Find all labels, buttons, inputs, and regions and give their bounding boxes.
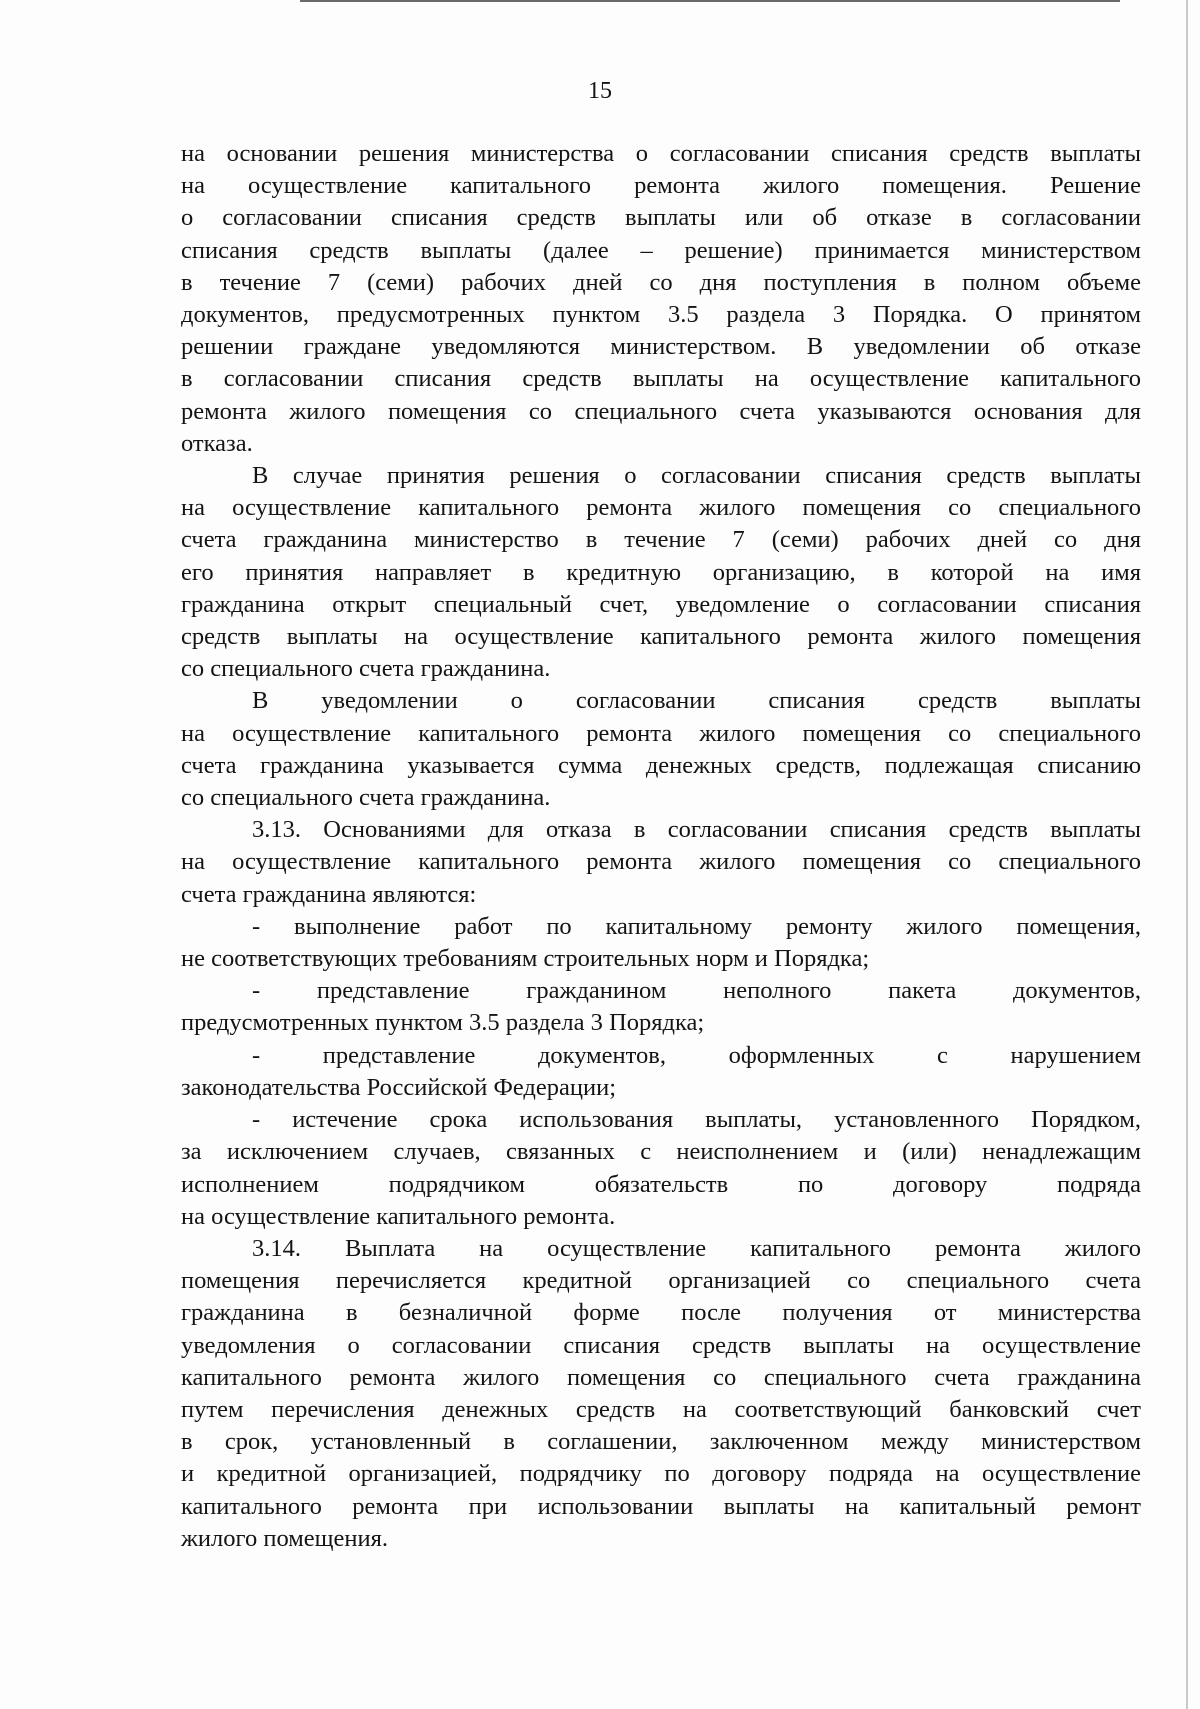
text-line: - выполнение работ по капитальному ремонту жилого помещения, xyxy=(252,912,1141,940)
text-line: в согласовании списания средств выплаты на осуществление капитального xyxy=(181,365,1141,393)
paragraph xyxy=(181,975,1141,1039)
text-line: жилого помещения. xyxy=(181,1524,388,1552)
text-line: В случае принятия решения о согласовании списания средств выплаты xyxy=(252,462,1141,490)
paragraph xyxy=(181,814,1141,911)
text-line: со специального счета гражданина. xyxy=(181,655,551,683)
paragraph xyxy=(181,1233,1141,1555)
page-number: 15 xyxy=(588,78,612,104)
text-line: - представление гражданином неполного пакета документов, xyxy=(252,977,1141,1005)
text-line: гражданина в безналичной форме после получения от министерства xyxy=(181,1299,1141,1327)
text-line: со специального счета гражданина. xyxy=(181,784,551,812)
paragraph xyxy=(181,685,1141,814)
text-line: в срок, установленный в соглашении, заключенном между министерством xyxy=(181,1428,1141,1456)
text-line: на осуществление капитального ремонта жилого помещения со специального xyxy=(181,848,1141,876)
document-body xyxy=(181,138,1141,1555)
text-line: законодательства Российской Федерации; xyxy=(181,1073,617,1101)
text-line: счета гражданина указывается сумма денежных средств, подлежащая списанию xyxy=(181,751,1141,779)
text-line: помещения перечисляется кредитной организацией со специального счета xyxy=(181,1267,1141,1295)
text-line: на осуществление капитального ремонта жилого помещения со специального xyxy=(181,719,1141,747)
text-line: не соответствующих требованиям строительных норм и Порядка; xyxy=(181,945,870,973)
text-line: гражданина открыт специальный счет, уведомление о согласовании списания xyxy=(181,590,1141,618)
text-line: В уведомлении о согласовании списания средств выплаты xyxy=(252,687,1141,715)
text-line: капитального ремонта жилого помещения со специального счета гражданина xyxy=(181,1363,1141,1391)
text-line: счета гражданина министерство в течение 7 (семи) рабочих дней со дня xyxy=(181,526,1141,554)
text-line: на осуществление капитального ремонта жилого помещения со специального xyxy=(181,494,1141,522)
paragraph xyxy=(181,460,1141,685)
text-line: 3.14. Выплата на осуществление капитального ремонта жилого xyxy=(252,1234,1141,1262)
paragraph xyxy=(181,911,1141,975)
text-line: счета гражданина являются: xyxy=(181,880,477,908)
text-line: и кредитной организацией, подрядчику по договору подряда на осуществление xyxy=(181,1460,1141,1488)
paragraph xyxy=(181,138,1141,460)
text-line: документов, предусмотренных пунктом 3.5 раздела 3 Порядка. О принятом xyxy=(181,301,1141,329)
text-line: о согласовании списания средств выплаты или об отказе в согласовании xyxy=(181,204,1141,232)
text-line: на осуществление капитального ремонта. xyxy=(181,1202,616,1230)
text-line: на осуществление капитального ремонта жилого помещения. Решение xyxy=(181,172,1141,200)
text-line: уведомления о согласовании списания средств выплаты на осуществление xyxy=(181,1331,1141,1359)
text-line: предусмотренных пунктом 3.5 раздела 3 Порядка; xyxy=(181,1009,705,1037)
paragraph xyxy=(181,1104,1141,1233)
text-line: средств выплаты на осуществление капитального ремонта жилого помещения xyxy=(181,623,1141,651)
paragraph xyxy=(181,1040,1141,1104)
text-line: на основании решения министерства о согласовании списания средств выплаты xyxy=(181,140,1141,167)
text-line: списания средств выплаты (далее – решение) принимается министерством xyxy=(181,236,1141,264)
text-line: - истечение срока использования выплаты, установленного Порядком, xyxy=(252,1106,1141,1134)
text-line: его принятия направляет в кредитную организацию, в которой на имя xyxy=(181,558,1141,586)
text-line: ремонта жилого помещения со специального счета указываются основания для xyxy=(181,397,1141,425)
text-line: отказа. xyxy=(181,429,253,457)
scan-edge-top xyxy=(300,0,1120,2)
text-line: решении граждане уведомляются министерством. В уведомлении об отказе xyxy=(181,333,1141,361)
text-line: в течение 7 (семи) рабочих дней со дня поступления в полном объеме xyxy=(181,268,1141,296)
scan-edge-right xyxy=(1186,0,1188,1709)
text-line: капитального ремонта при использовании выплаты на капитальный ремонт xyxy=(181,1492,1141,1520)
text-line: за исключением случаев, связанных с неисполнением и (или) ненадлежащим xyxy=(181,1138,1141,1166)
text-line: 3.13. Основаниями для отказа в согласовании списания средств выплаты xyxy=(252,816,1141,844)
text-line: - представление документов, оформленных с нарушением xyxy=(252,1041,1141,1069)
text-line: путем перечисления денежных средств на соответствующий банковский счет xyxy=(181,1395,1141,1423)
text-line: исполнением подрядчиком обязательств по договору подряда xyxy=(181,1170,1141,1198)
